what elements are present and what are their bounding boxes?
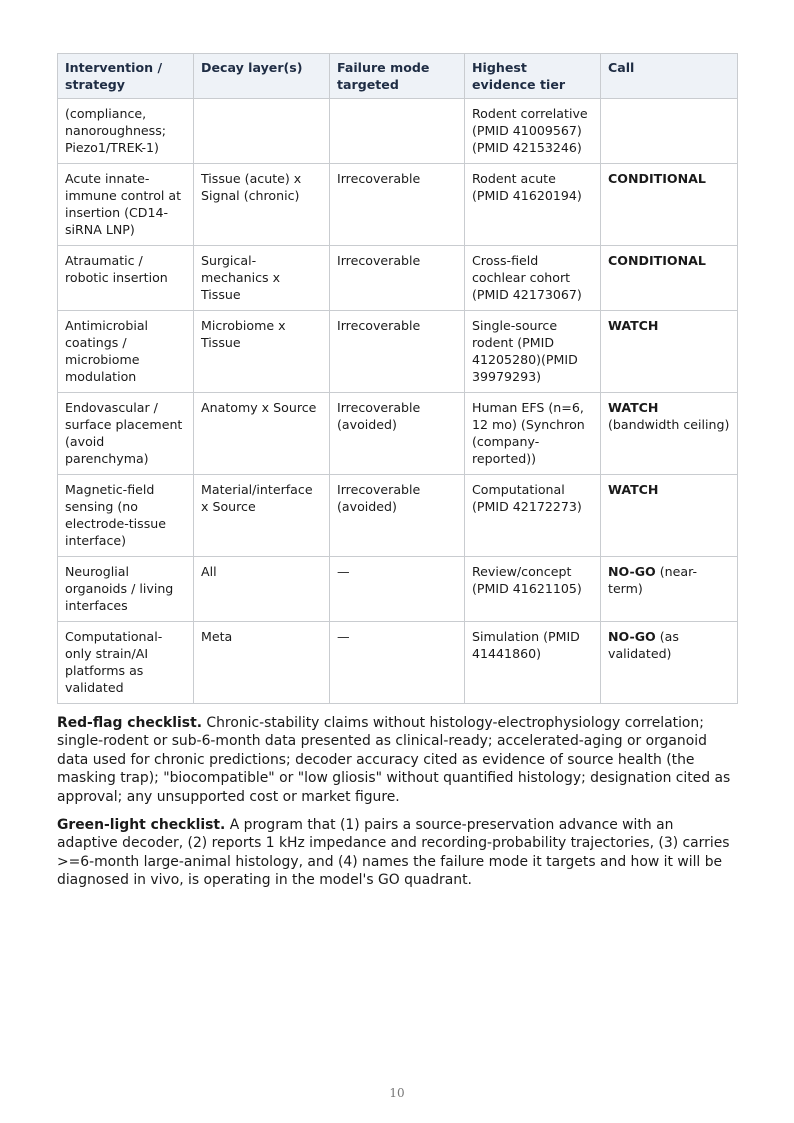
cell-evidence-tier: Human EFS (n=6, 12 mo) (Synchron (company-reported)) xyxy=(465,393,601,475)
cell-failure-mode xyxy=(330,99,465,164)
cell-decay-layers: Microbiome x Tissue xyxy=(194,311,330,393)
column-header-intervention: Intervention / strategy xyxy=(58,54,194,99)
table-row xyxy=(58,622,738,704)
cell-decay-layers xyxy=(194,99,330,164)
green-light-text: A program that (1) pairs a source-preservation advance with an adaptive decoder, (2) reports 1 kHz impedance and recording-probability trajectories, (3) carries >=6-month large-animal histology, and (4) names the failure mode it targets and how it will be diagnosed in vivo, is operating in the model's GO quadrant. xyxy=(57,817,730,889)
cell-failure-mode: Irrecoverable (avoided) xyxy=(330,475,465,557)
column-header-decay-layers: Decay layer(s) xyxy=(194,54,330,99)
table-row xyxy=(58,246,738,311)
cell-failure-mode: Irrecoverable xyxy=(330,311,465,393)
cell-failure-mode: Irrecoverable xyxy=(330,164,465,246)
green-light-heading: Green-light checklist. xyxy=(57,817,226,834)
cell-failure-mode: — xyxy=(330,622,465,704)
column-header-failure-mode: Failure mode targeted xyxy=(330,54,465,99)
cell-call xyxy=(601,246,738,311)
table-row xyxy=(58,99,738,164)
cell-evidence-tier: Single-source rodent (PMID 41205280)(PMID 39979293) xyxy=(465,311,601,393)
call-verdict: WATCH xyxy=(608,400,659,415)
cell-failure-mode: Irrecoverable (avoided) xyxy=(330,393,465,475)
page-number: 10 xyxy=(389,1086,405,1100)
call-note: (bandwidth ceiling) xyxy=(608,417,730,432)
call-verdict: WATCH xyxy=(608,482,659,497)
cell-decay-layers: All xyxy=(194,557,330,622)
call-verdict: NO-GO xyxy=(608,629,656,644)
cell-decay-layers: Surgical-mechanics x Tissue xyxy=(194,246,330,311)
cell-decay-layers: Material/interface x Source xyxy=(194,475,330,557)
table-row xyxy=(58,557,738,622)
cell-evidence-tier: Rodent correlative (PMID 41009567) (PMID 42153246) xyxy=(465,99,601,164)
cell-call xyxy=(601,393,738,475)
cell-intervention: (compliance, nanoroughness; Piezo1/TREK-1) xyxy=(58,99,194,164)
column-header-evidence-tier: Highest evidence tier xyxy=(465,54,601,99)
cell-evidence-tier: Rodent acute (PMID 41620194) xyxy=(465,164,601,246)
call-verdict: CONDITIONAL xyxy=(608,253,706,268)
page-content xyxy=(57,53,737,890)
cell-intervention: Atraumatic / robotic insertion xyxy=(58,246,194,311)
red-flag-checklist xyxy=(57,714,737,806)
cell-decay-layers: Meta xyxy=(194,622,330,704)
cell-failure-mode: Irrecoverable xyxy=(330,246,465,311)
cell-intervention: Computational-only strain/AI platforms as validated xyxy=(58,622,194,704)
cell-call xyxy=(601,475,738,557)
cell-call xyxy=(601,311,738,393)
cell-intervention: Acute innate-immune control at insertion (CD14-siRNA LNP) xyxy=(58,164,194,246)
cell-call xyxy=(601,164,738,246)
column-header-call: Call xyxy=(601,54,738,99)
green-light-checklist xyxy=(57,816,737,890)
call-note: (near-term) xyxy=(608,564,698,596)
cell-call xyxy=(601,557,738,622)
cell-decay-layers: Tissue (acute) x Signal (chronic) xyxy=(194,164,330,246)
cell-intervention: Neuroglial organoids / living interfaces xyxy=(58,557,194,622)
cell-evidence-tier: Review/concept (PMID 41621105) xyxy=(465,557,601,622)
cell-decay-layers: Anatomy x Source xyxy=(194,393,330,475)
cell-call xyxy=(601,622,738,704)
table-header-row xyxy=(58,54,738,99)
call-note: (as validated) xyxy=(608,629,679,661)
call-verdict: WATCH xyxy=(608,318,659,333)
cell-failure-mode: — xyxy=(330,557,465,622)
cell-intervention: Endovascular / surface placement (avoid parenchyma) xyxy=(58,393,194,475)
table-row xyxy=(58,475,738,557)
table-row xyxy=(58,311,738,393)
intervention-evidence-table xyxy=(57,53,738,704)
red-flag-text: Chronic-stability claims without histology-electrophysiology correlation; single-rodent or sub-6-month data presented as clinical-ready; accelerated-aging or organoid data used for chronic predictions; decoder accuracy cited as evidence of source health (the masking trap); "biocompatible" or "low gliosis" without quantified histology; designation cited as approval; any unsupported cost or market figure. xyxy=(57,715,731,805)
cell-evidence-tier: Computational (PMID 42172273) xyxy=(465,475,601,557)
table-row xyxy=(58,164,738,246)
red-flag-heading: Red-flag checklist. xyxy=(57,715,202,731)
call-verdict: CONDITIONAL xyxy=(608,171,706,186)
cell-evidence-tier: Cross-field cochlear cohort (PMID 42173067) xyxy=(465,246,601,311)
cell-intervention: Magnetic-field sensing (no electrode-tissue interface) xyxy=(58,475,194,557)
cell-call xyxy=(601,99,738,164)
cell-intervention: Antimicrobial coatings / microbiome modulation xyxy=(58,311,194,393)
call-verdict: NO-GO xyxy=(608,564,656,579)
table-row xyxy=(58,393,738,475)
cell-evidence-tier: Simulation (PMID 41441860) xyxy=(465,622,601,704)
